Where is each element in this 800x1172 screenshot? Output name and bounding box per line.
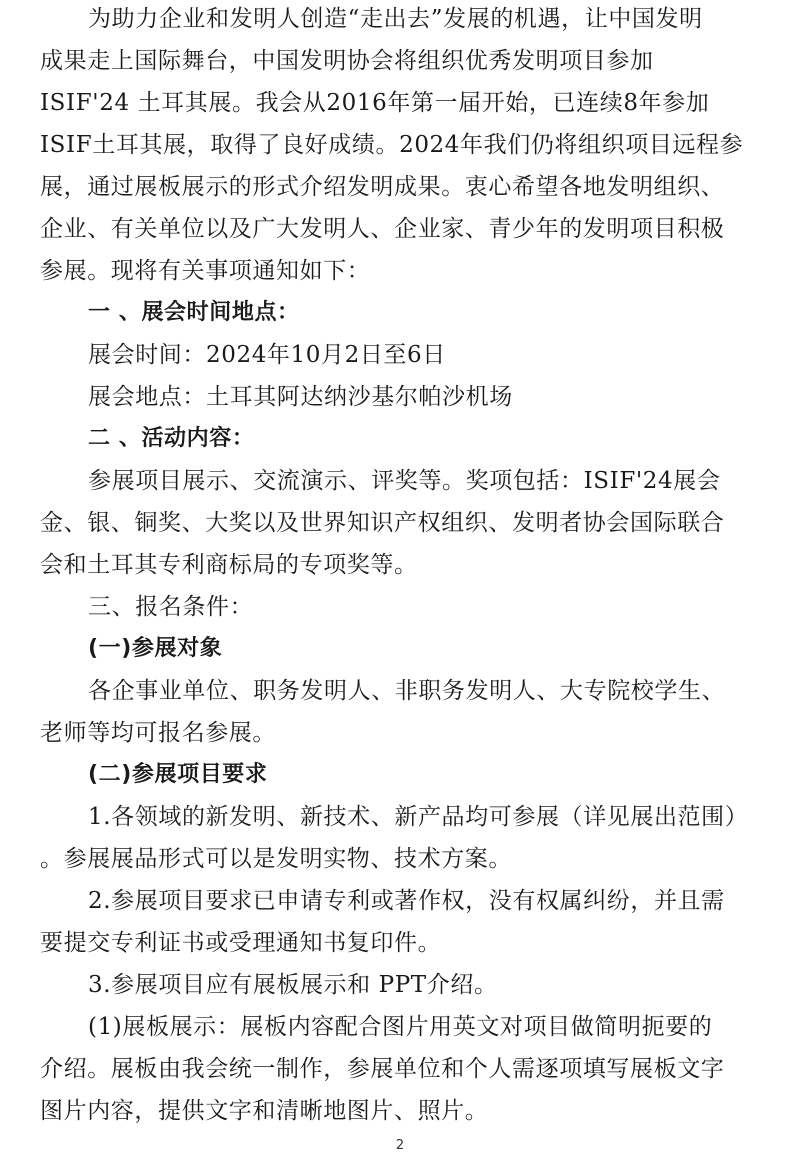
text-line: 会和土耳其专利商标局的专项奖等。: [40, 552, 418, 578]
subsection-heading: (二)参展项目要求: [88, 762, 268, 787]
text-line: 图片内容，提供文字和清晰地图片、照片。: [40, 1098, 489, 1124]
text-line: 参展项目展示、交流演示、评奖等。奖项包括：ISIF'24展会: [88, 468, 721, 494]
text-line: 参展。现将有关事项通知如下：: [40, 258, 371, 284]
text-line: ISIF土耳其展，取得了良好成绩。2024年我们仍将组织项目远程参: [40, 132, 744, 158]
text-line: 老师等均可报名参展。: [40, 720, 276, 746]
section-heading: 二 、活动内容：: [88, 426, 255, 451]
text-line: 成果走上国际舞台，中国发明协会将组织优秀发明项目参加: [40, 48, 654, 74]
text-line: 各企事业单位、职务发明人、非职务发明人、大专院校学生、: [88, 678, 726, 704]
text-line: ISIF'24 土耳其展。我会从2016年第一届开始，已连续8年参加: [40, 90, 710, 116]
text-line: 。参展展品形式可以是发明实物、技术方案。: [40, 846, 512, 872]
text-line: 1.各领域的新发明、新技术、新产品均可参展（详见展出范围）: [88, 804, 749, 830]
text-line: 2.参展项目要求已申请专利或著作权，没有权属纠纷，并且需: [88, 888, 725, 914]
page-number: 2: [395, 1138, 405, 1153]
exhibition-time: 展会时间：2024年10月2日至6日: [88, 342, 446, 368]
text-line: 要提交专利证书或受理通知书复印件。: [40, 930, 442, 956]
text-line: 企业、有关单位以及广大发明人、企业家、青少年的发明项目积极: [40, 216, 725, 242]
exhibition-place: 展会地点：土耳其阿达纳沙基尔帕沙机场: [88, 384, 513, 410]
text-line: 3.参展项目应有展板展示和 PPT介绍。: [88, 972, 498, 998]
text-line: 介绍。展板由我会统一制作，参展单位和个人需逐项填写展板文字: [40, 1056, 725, 1082]
text-line: 金、银、铜奖、大奖以及世界知识产权组织、发明者协会国际联合: [40, 510, 725, 536]
text-line: 展，通过展板展示的形式介绍发明成果。衷心希望各地发明组织、: [40, 174, 725, 200]
section-heading: 一 、展会时间地点：: [88, 300, 300, 325]
subsection-heading: (一)参展对象: [88, 636, 223, 661]
section-heading: 三、报名条件：: [88, 594, 254, 620]
text-line: (1)展板展示：展板内容配合图片用英文对项目做简明扼要的: [88, 1014, 713, 1040]
text-line: 为助力企业和发明人创造“走出去”发展的机遇，让中国发明: [88, 6, 703, 32]
